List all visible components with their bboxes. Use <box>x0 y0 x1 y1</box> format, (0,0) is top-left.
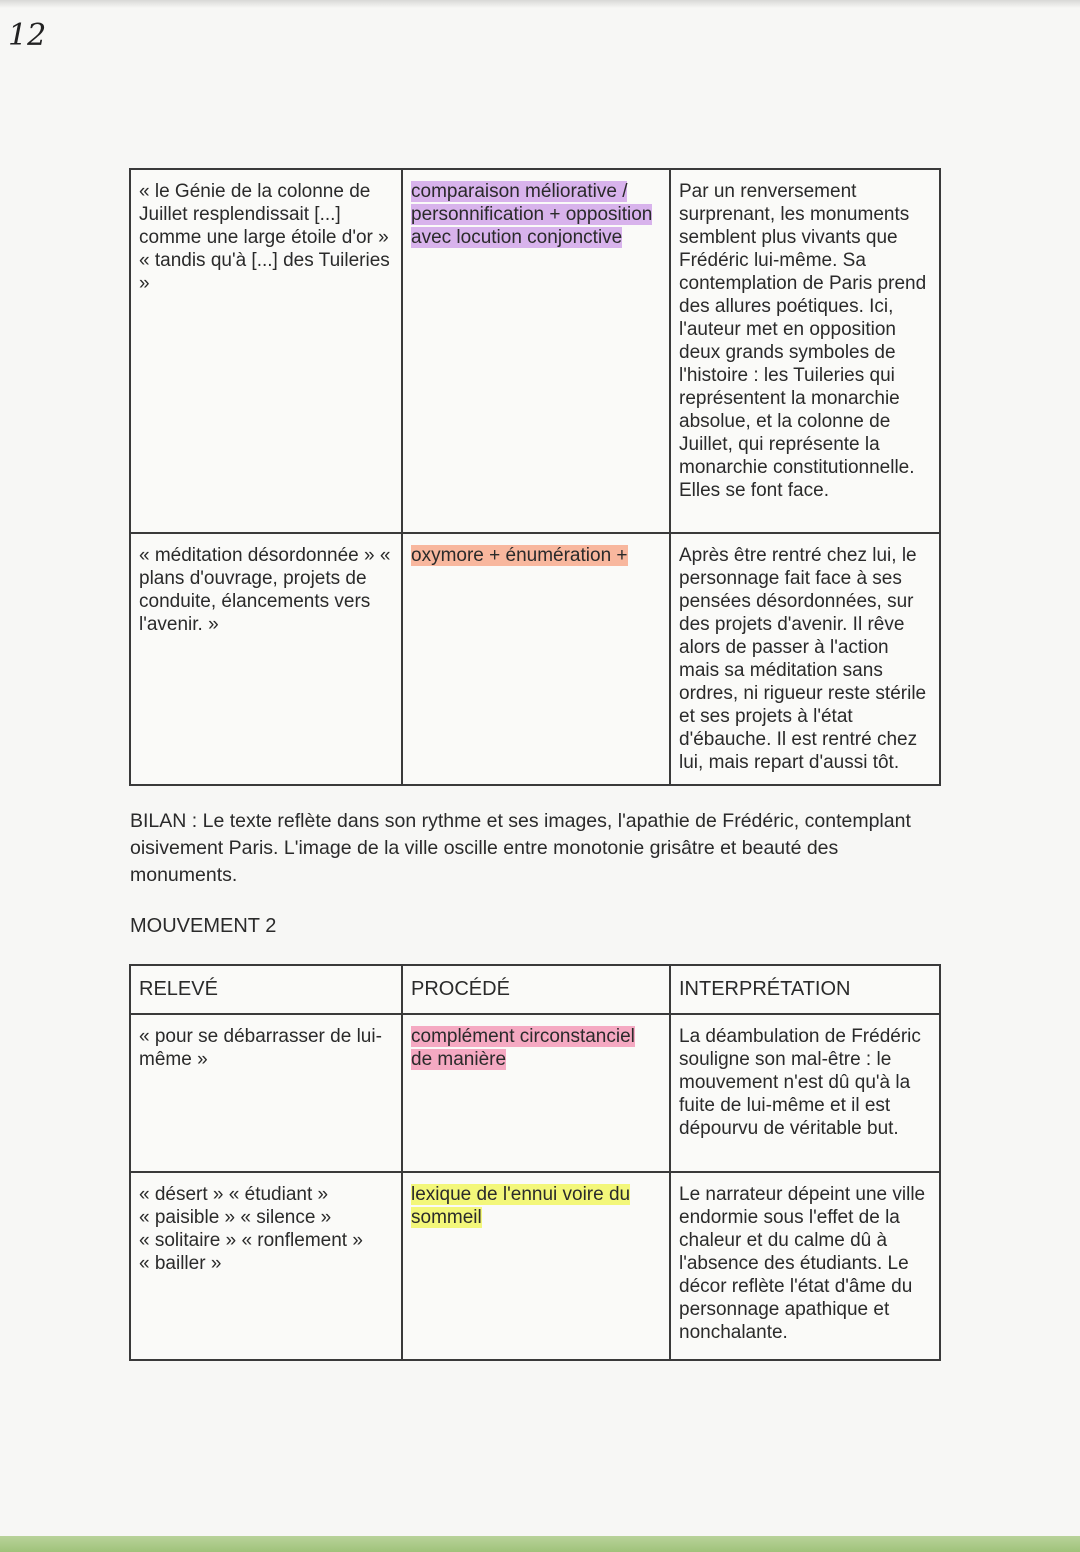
procede-text: comparaison méliorative / personnification + opposition avec locution conjonctive <box>411 181 653 248</box>
bilan-paragraph: BILAN : Le texte reflète dans son rythme et ses images, l'apathie de Frédéric, contemplant oisivement Paris. L'image de la ville oscille entre monotonie grisâtre et beauté des monuments. <box>130 810 911 886</box>
column-header: INTERPRÉTATION <box>670 965 940 1014</box>
releve-text: « pour se débarrasser de lui-même » <box>139 1026 382 1070</box>
column-header: PROCÉDÉ <box>402 965 670 1014</box>
interpretation-text: Après être rentré chez lui, le personnage fait face à ses pensées désordonnées, sur des projets d'avenir. Il rêve alors de passer à l'action mais sa méditation sans ordres, ni rigueur reste stérile et ses projets à l'état d'ébauche. Il est rentré chez lui, mais repart d'aussi tôt. <box>679 545 927 773</box>
releve-line: « désert » « étudiant » <box>139 1184 329 1205</box>
page-bottom-edge <box>0 1536 1080 1552</box>
procede-cell <box>402 169 670 533</box>
releve-cell <box>130 169 402 533</box>
table-row <box>130 169 940 533</box>
analysis-table-1 <box>129 168 941 786</box>
interpretation-text: Par un renversement surprenant, les monuments semblent plus vivants que Frédéric lui-même. Sa contemplation de Paris prend des allures poétiques. Ici, l'auteur met en opposition deux grands symboles de l'histoire : les Tuileries qui représentent la monarchie absolue, et la colonne de Juillet, qui représente la monarchie constitutionnelle. Elles se font face. <box>679 181 927 501</box>
page-number: 12 <box>8 18 47 53</box>
releve-line: « paisible » « silence » <box>139 1207 332 1228</box>
procede-text: oxymore + énumération + <box>411 545 628 566</box>
table-row <box>130 1172 940 1360</box>
header-row <box>130 965 940 1014</box>
releve-text: « le Génie de la colonne de Juillet resplendissait [...] comme une large étoile d'or » « tandis qu'à [...] des Tuileries » <box>139 181 390 294</box>
table-row <box>130 1014 940 1172</box>
procede-cell <box>402 533 670 785</box>
section-title: MOUVEMENT 2 <box>130 915 277 937</box>
interpretation-text: La déambulation de Frédéric souligne son mal-être : le mouvement n'est dû qu'à la fuite de lui-même et il est dépourvu de véritable but. <box>679 1026 921 1139</box>
column-header: RELEVÉ <box>130 965 402 1014</box>
releve-cell <box>130 533 402 785</box>
procede-text: lexique de l'ennui voire du sommeil <box>411 1184 631 1228</box>
interpretation-cell <box>670 533 940 785</box>
procede-cell <box>402 1172 670 1360</box>
interpretation-cell <box>670 1172 940 1360</box>
procede-cell <box>402 1014 670 1172</box>
releve-line: « bailler » <box>139 1253 222 1274</box>
page-top-edge <box>0 0 1080 8</box>
releve-cell <box>130 1014 402 1172</box>
table-row <box>130 533 940 785</box>
interpretation-cell <box>670 169 940 533</box>
releve-line: « solitaire » « ronflement » <box>139 1230 363 1251</box>
interpretation-cell <box>670 1014 940 1172</box>
analysis-table-2 <box>129 964 941 1361</box>
interpretation-text: Le narrateur dépeint une ville endormie sous l'effet de la chaleur et du calme dû à l'absence des étudiants. Le décor reflète l'état d'âme du personnage apathique et nonchalante. <box>679 1184 926 1343</box>
procede-text: complément circonstanciel de manière <box>411 1026 635 1070</box>
releve-cell <box>130 1172 402 1360</box>
releve-text: « méditation désordonnée » « plans d'ouvrage, projets de conduite, élancements vers l'avenir. » <box>139 545 391 635</box>
